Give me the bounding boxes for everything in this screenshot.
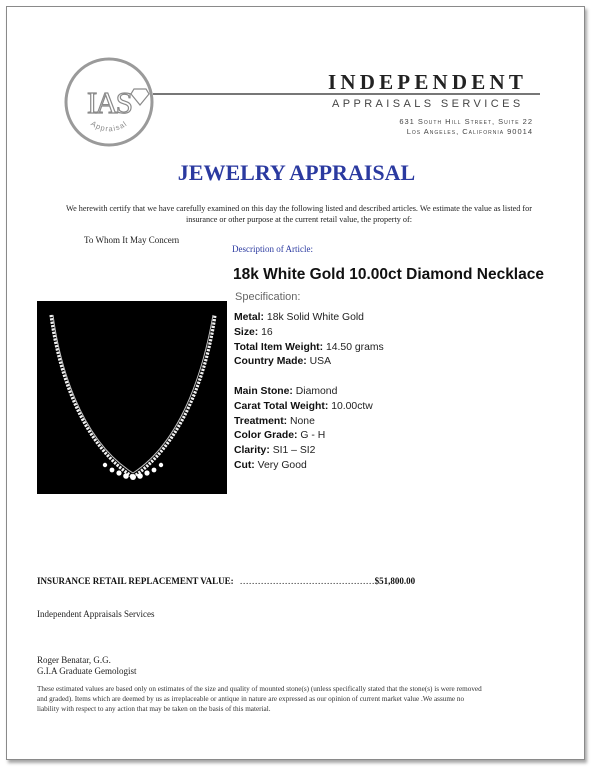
spec-cut: Cut: Very Good xyxy=(234,459,307,471)
disclaimer: These estimated values are based only on estimates of the size and quality of mounted stone(s) (unless specifically stated that the stone(s) is were removed and graded). Items which are deemed by us as irreplaceable or antique in nature are expressed as our opinion of current market value .We assume no liability with respect to any action that may be taken on the basis of this material. xyxy=(37,685,482,713)
signatory-title: G.I.A Graduate Gemologist xyxy=(37,666,137,676)
insurance-value-line: INSURANCE RETAIL REPLACEMENT VALUE: ………………………………………$51,800.00 xyxy=(37,576,416,586)
spec-treatment: Treatment: None xyxy=(234,415,315,427)
logo-text: IAS xyxy=(87,85,131,120)
address-line-1: 631 South Hill Street, Suite 22 xyxy=(399,117,533,126)
insurance-value: $51,800.00 xyxy=(374,576,416,586)
spec-country: Country Made: USA xyxy=(234,356,332,368)
description-label: Description of Article: xyxy=(232,244,313,254)
spec-size: Size: 16 xyxy=(234,326,273,338)
header-rule xyxy=(153,93,540,95)
spec-carat: Carat Total Weight: 10.00ctw xyxy=(234,400,373,412)
signature-company: Independent Appraisals Services xyxy=(37,609,155,619)
specification-label: Specification: xyxy=(235,291,301,303)
recipient: To Whom It May Concern xyxy=(84,235,180,245)
address-line-2: Los Angeles, California 90014 xyxy=(406,127,533,136)
company-subtitle: APPRAISALS SERVICES xyxy=(332,98,524,110)
signatory-name: Roger Benatar, G.G. xyxy=(37,655,111,665)
spec-weight: Total Item Weight: 14.50 grams xyxy=(234,341,384,353)
item-title: 18k White Gold 10.00ct Diamond Necklace xyxy=(233,266,544,283)
insurance-value-label: INSURANCE RETAIL REPLACEMENT VALUE: xyxy=(37,576,234,586)
spec-stone: Main Stone: Diamond xyxy=(234,385,338,397)
spec-metal: Metal: 18k Solid White Gold xyxy=(234,312,364,323)
spec-color: Color Grade: G - H xyxy=(234,430,326,442)
spec-clarity: Clarity: SI1 – SI2 xyxy=(234,445,316,457)
specification-list xyxy=(234,311,384,474)
ias-logo xyxy=(63,56,155,148)
company-name: INDEPENDENT xyxy=(328,70,528,94)
document-title: JEWELRY APPRAISAL xyxy=(177,160,416,185)
logo-caption: Appraisal xyxy=(89,118,129,134)
certification-text: We herewith certify that we have carefully examined on this day the following listed and described articles. We estimate the value as listed for insurance or other purpose at the current retail value, the property of: xyxy=(66,204,532,224)
necklace-photo xyxy=(37,301,227,494)
